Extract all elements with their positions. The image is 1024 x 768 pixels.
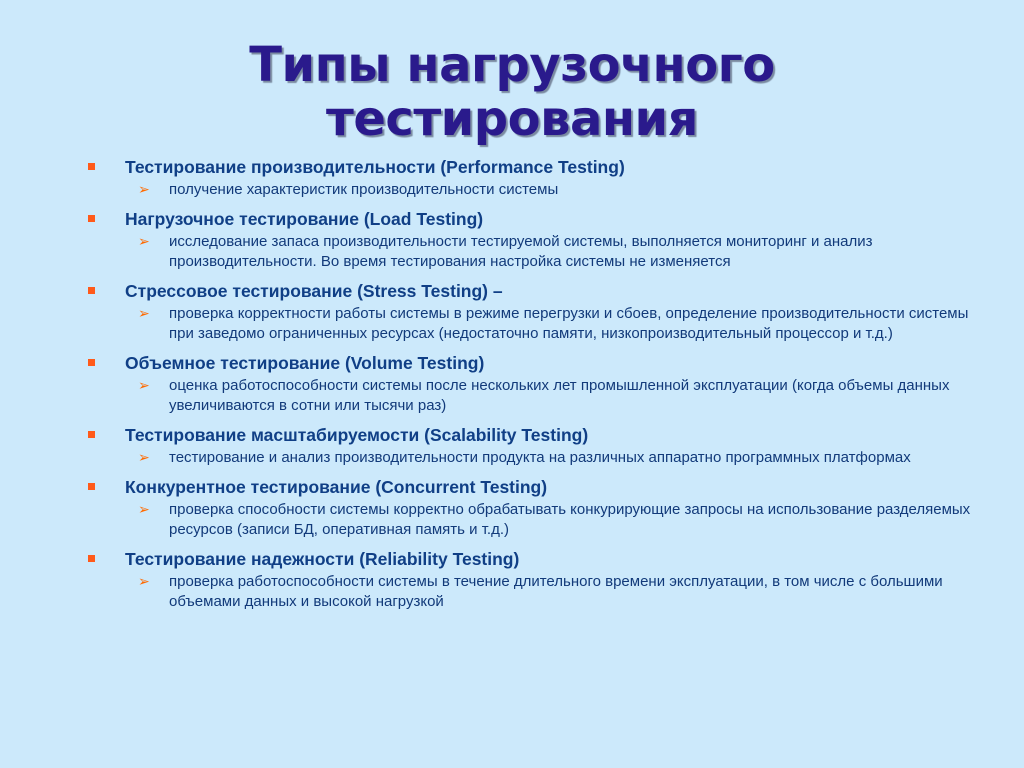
item-description-text: исследование запаса производительности тестируемой системы, выполняется мониторинг и анализ производительности. Во время тестирования настройка системы не изменяется (169, 233, 873, 270)
item-description (138, 448, 979, 474)
square-bullet-icon (88, 483, 95, 490)
item-description (138, 180, 979, 206)
item-title: Объемное тестирование (Volume Testing) (125, 353, 485, 373)
item-title: Стрессовое тестирование (Stress Testing) – (125, 281, 503, 301)
square-bullet-icon (88, 215, 95, 222)
item-description-text: проверка способности системы корректно обрабатывать конкурирующие запросы на использование разделяемых ресурсов (записи БД, оперативная память и т.д.) (169, 501, 971, 538)
arrow-bullet-icon: ➢ (138, 378, 150, 394)
slide-title (0, 38, 1024, 146)
item-description (138, 304, 979, 350)
square-bullet-icon (88, 431, 95, 438)
square-bullet-icon (88, 555, 95, 562)
arrow-bullet-icon: ➢ (138, 182, 150, 198)
square-bullet-icon (88, 163, 95, 170)
arrow-bullet-icon: ➢ (138, 450, 150, 466)
item-title: Нагрузочное тестирование (Load Testing) (125, 209, 484, 229)
item-title: Конкурентное тестирование (Concurrent Testing) (125, 477, 548, 497)
slide-title-line-2: тестирования (326, 91, 698, 147)
square-bullet-icon (88, 359, 95, 366)
item-description (138, 232, 979, 278)
list-item-stress (0, 278, 1024, 350)
list-item-scalability (0, 422, 1024, 474)
list-item-concurrent (0, 474, 1024, 546)
slide-title-line-1: Типы нагрузочного (249, 37, 775, 93)
list-item-performance (0, 154, 1024, 206)
item-title: Тестирование производительности (Performance Testing) (125, 157, 625, 177)
list-item-volume (0, 350, 1024, 422)
arrow-bullet-icon: ➢ (138, 502, 150, 518)
arrow-bullet-icon: ➢ (138, 234, 150, 250)
item-description-text: проверка корректности работы системы в режиме перегрузки и сбоев, определение производительности системы при заведомо ограниченных ресурсах (недостаточно памяти, низкопроизводительный процессор и т.д.) (169, 305, 969, 342)
item-description-text: проверка работоспособности системы в течение длительного времени эксплуатации, в том числе с большими объемами данных и высокой нагрузкой (169, 573, 943, 610)
arrow-bullet-icon: ➢ (138, 306, 150, 322)
list-item-load (0, 206, 1024, 278)
item-title: Тестирование масштабируемости (Scalability Testing) (125, 425, 589, 445)
item-description (138, 376, 979, 422)
item-title: Тестирование надежности (Reliability Testing) (125, 549, 520, 569)
item-description-text: тестирование и анализ производительности продукта на различных аппаратно программных платформах (169, 449, 911, 466)
testing-types-list (0, 154, 1024, 618)
item-description (138, 572, 979, 618)
item-description-text: оценка работоспособности системы после нескольких лет промышленной эксплуатации (когда объемы данных увеличиваются в сотни или тысячи раз) (169, 377, 950, 414)
item-description-text: получение характеристик производительности системы (169, 181, 559, 198)
list-item-reliability (0, 546, 1024, 618)
item-description (138, 500, 979, 546)
square-bullet-icon (88, 287, 95, 294)
arrow-bullet-icon: ➢ (138, 574, 150, 590)
